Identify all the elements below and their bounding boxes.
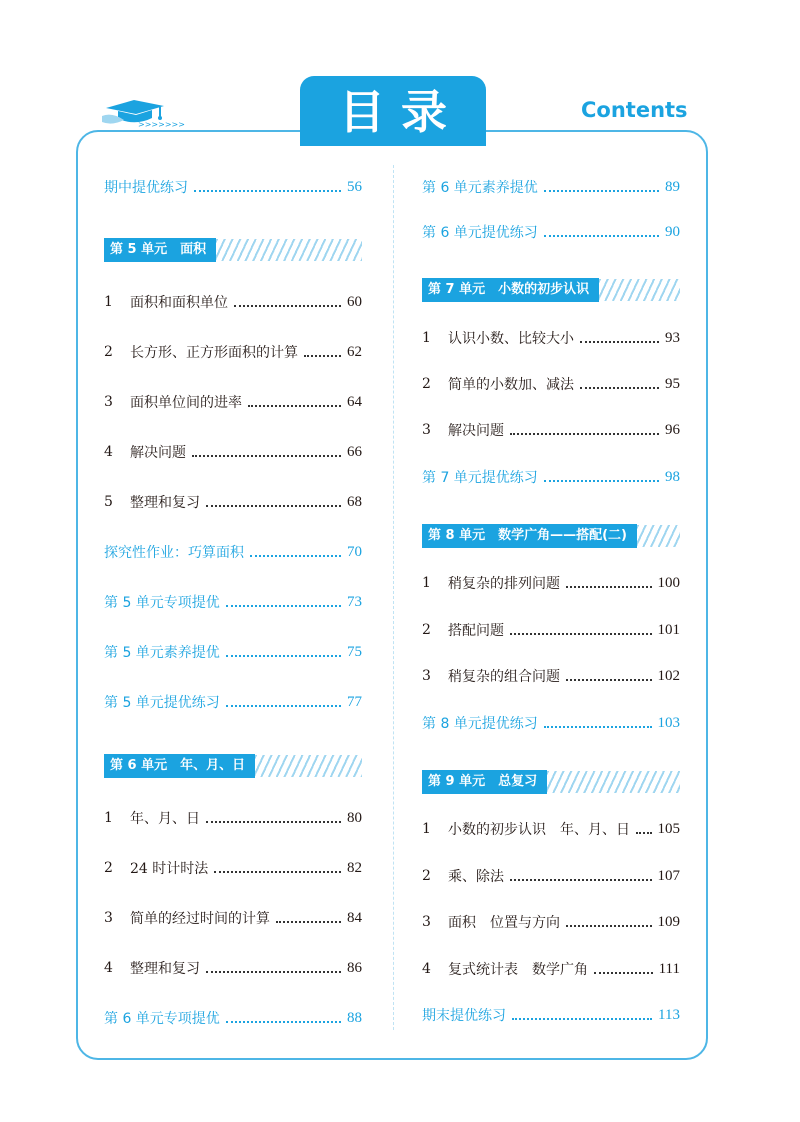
toc-lesson-entry[interactable] — [422, 864, 680, 888]
leader-dots — [226, 655, 341, 657]
entry-number: 1 — [422, 575, 431, 591]
entry-label: 稍复杂的组合问题 — [448, 669, 560, 685]
page-number: 109 — [657, 913, 680, 930]
toc-section-entry[interactable] — [422, 711, 680, 735]
toc-lesson-entry[interactable] — [104, 856, 362, 880]
toc-lesson-entry[interactable] — [104, 340, 362, 364]
entry-label: 第 6 单元素养提优 — [422, 180, 538, 196]
unit-stripes-decoration — [637, 525, 680, 547]
entry-number: 3 — [104, 910, 113, 926]
contents-label: Contents — [581, 98, 688, 122]
entry-number: 1 — [422, 821, 431, 837]
unit-title: 第 8 单元 数学广角——搭配(二) — [422, 524, 637, 548]
page-number: 100 — [657, 574, 680, 591]
leader-dots — [206, 821, 341, 823]
entry-label: 面积 位置与方向 — [448, 915, 560, 931]
toc-lesson-entry[interactable] — [422, 910, 680, 934]
leader-dots — [206, 505, 341, 507]
leader-dots — [544, 726, 652, 728]
leader-dots — [544, 480, 659, 482]
leader-dots — [226, 705, 341, 707]
entry-number: 4 — [104, 960, 113, 976]
entry-label: 面积和面积单位 — [130, 295, 228, 311]
page-number: 86 — [347, 959, 362, 976]
leader-dots — [566, 679, 652, 681]
leader-dots — [566, 925, 652, 927]
toc-lesson-entry[interactable] — [422, 372, 680, 396]
entry-number: 4 — [104, 444, 113, 460]
page-number: 95 — [665, 375, 680, 392]
page-number: 102 — [657, 667, 680, 684]
entry-number: 1 — [104, 294, 113, 310]
entry-label: 简单的经过时间的计算 — [130, 911, 270, 927]
entry-number: 2 — [104, 860, 113, 876]
page-number: 103 — [657, 714, 680, 731]
page-title: 目录 — [300, 76, 486, 146]
page-number: 88 — [347, 1009, 362, 1026]
page-number: 96 — [665, 421, 680, 438]
entry-label: 搭配问题 — [448, 623, 504, 639]
leader-dots — [510, 879, 652, 881]
entry-label: 面积单位间的进率 — [130, 395, 242, 411]
page-number: 77 — [347, 693, 362, 710]
entry-label: 稍复杂的排列问题 — [448, 576, 560, 592]
page-number: 111 — [658, 960, 680, 977]
entry-label: 第 5 单元提优练习 — [104, 695, 220, 711]
graduation-cap-icon — [98, 86, 188, 130]
leader-dots — [566, 586, 652, 588]
entry-number: 4 — [422, 961, 431, 977]
toc-section-entry[interactable] — [104, 175, 362, 199]
toc-section-entry[interactable] — [104, 640, 362, 664]
entry-label: 第 8 单元提优练习 — [422, 716, 538, 732]
entry-label: 第 6 单元专项提优 — [104, 1011, 220, 1027]
toc-section-entry[interactable] — [104, 540, 362, 564]
entry-number: 5 — [104, 494, 113, 510]
page-number: 113 — [658, 1006, 680, 1023]
entry-label: 期中提优练习 — [104, 180, 188, 196]
toc-lesson-entry[interactable] — [104, 956, 362, 980]
toc-section-entry[interactable] — [422, 1003, 680, 1027]
page-number: 93 — [665, 329, 680, 346]
page-number: 82 — [347, 859, 362, 876]
entry-label: 整理和复习 — [130, 961, 200, 977]
toc-section-entry[interactable] — [104, 690, 362, 714]
entry-label: 认识小数、比较大小 — [448, 331, 574, 347]
entry-number: 3 — [104, 394, 113, 410]
entry-label: 探究性作业：巧算面积 — [104, 545, 244, 561]
column-divider — [393, 165, 394, 1030]
leader-dots — [510, 433, 659, 435]
svg-text:>>>>>>>: >>>>>>> — [138, 120, 185, 129]
leader-dots — [580, 387, 659, 389]
leader-dots — [636, 832, 652, 834]
page-number: 73 — [347, 593, 362, 610]
unit-stripes-decoration — [255, 755, 362, 777]
leader-dots — [580, 341, 659, 343]
toc-lesson-entry[interactable] — [422, 571, 680, 595]
entry-number: 1 — [104, 810, 113, 826]
entry-number: 1 — [422, 330, 431, 346]
unit-header — [104, 238, 362, 262]
entry-number: 3 — [422, 914, 431, 930]
leader-dots — [194, 190, 341, 192]
unit-header — [422, 278, 680, 302]
leader-dots — [594, 972, 653, 974]
entry-label: 长方形、正方形面积的计算 — [130, 345, 298, 361]
entry-label: 第 7 单元提优练习 — [422, 470, 538, 486]
page-number: 90 — [665, 223, 680, 240]
entry-number: 3 — [422, 668, 431, 684]
unit-stripes-decoration — [547, 771, 680, 793]
entry-number: 2 — [422, 376, 431, 392]
unit-title: 第 9 单元 总复习 — [422, 770, 547, 794]
entry-number: 2 — [104, 344, 113, 360]
toc-lesson-entry[interactable] — [422, 326, 680, 350]
entry-label: 解决问题 — [130, 445, 186, 461]
toc-lesson-entry[interactable] — [422, 817, 680, 841]
unit-title: 第 5 单元 面积 — [104, 238, 216, 262]
leader-dots — [544, 235, 659, 237]
unit-stripes-decoration — [216, 239, 362, 261]
page-number: 80 — [347, 809, 362, 826]
toc-lesson-entry[interactable] — [104, 806, 362, 830]
entry-label: 解决问题 — [448, 423, 504, 439]
unit-header — [422, 524, 680, 548]
leader-dots — [248, 405, 341, 407]
page-number: 66 — [347, 443, 362, 460]
unit-title: 第 6 单元 年、月、日 — [104, 754, 255, 778]
leader-dots — [510, 633, 652, 635]
entry-label: 期末提优练习 — [422, 1008, 506, 1024]
toc-lesson-entry[interactable] — [422, 957, 680, 981]
page-number: 70 — [347, 543, 362, 560]
entry-label: 24 时计时法 — [130, 861, 209, 877]
leader-dots — [512, 1018, 652, 1020]
entry-label: 简单的小数加、减法 — [448, 377, 574, 393]
leader-dots — [226, 1021, 341, 1023]
toc-lesson-entry[interactable] — [104, 440, 362, 464]
toc-section-entry[interactable] — [104, 1006, 362, 1030]
page-number: 84 — [347, 909, 362, 926]
leader-dots — [250, 555, 341, 557]
unit-header — [104, 754, 362, 778]
toc-section-entry[interactable] — [422, 220, 680, 244]
page-number: 62 — [347, 343, 362, 360]
page-number: 75 — [347, 643, 362, 660]
page-number: 64 — [347, 393, 362, 410]
entry-label: 年、月、日 — [130, 811, 200, 827]
toc-lesson-entry[interactable] — [104, 290, 362, 314]
page-number: 105 — [657, 820, 680, 837]
entry-label: 复式统计表 数学广角 — [448, 962, 588, 978]
leader-dots — [192, 455, 341, 457]
entry-label: 乘、除法 — [448, 869, 504, 885]
entry-number: 3 — [422, 422, 431, 438]
entry-label: 整理和复习 — [130, 495, 200, 511]
toc-lesson-entry[interactable] — [422, 418, 680, 442]
entry-label: 第 5 单元素养提优 — [104, 645, 220, 661]
unit-header — [422, 770, 680, 794]
entry-label: 小数的初步认识 年、月、日 — [448, 822, 630, 838]
toc-lesson-entry[interactable] — [422, 618, 680, 642]
entry-label: 第 6 单元提优练习 — [422, 225, 538, 241]
unit-stripes-decoration — [599, 279, 680, 301]
entry-number: 2 — [422, 622, 431, 638]
page-number: 60 — [347, 293, 362, 310]
leader-dots — [206, 971, 341, 973]
toc-lesson-entry[interactable] — [104, 390, 362, 414]
toc-section-entry[interactable] — [104, 590, 362, 614]
page-number: 68 — [347, 493, 362, 510]
leader-dots — [226, 605, 341, 607]
toc-lesson-entry[interactable] — [104, 906, 362, 930]
leader-dots — [304, 355, 341, 357]
leader-dots — [234, 305, 341, 307]
page-number: 107 — [657, 867, 680, 884]
unit-title: 第 7 单元 小数的初步认识 — [422, 278, 599, 302]
toc-lesson-entry[interactable] — [104, 490, 362, 514]
page-number: 101 — [657, 621, 680, 638]
toc-section-entry[interactable] — [422, 175, 680, 199]
leader-dots — [214, 871, 341, 873]
toc-lesson-entry[interactable] — [422, 664, 680, 688]
toc-section-entry[interactable] — [422, 465, 680, 489]
leader-dots — [276, 921, 341, 923]
page-number: 89 — [665, 178, 680, 195]
page-number: 98 — [665, 468, 680, 485]
entry-label: 第 5 单元专项提优 — [104, 595, 220, 611]
entry-number: 2 — [422, 868, 431, 884]
page-number: 56 — [347, 178, 362, 195]
leader-dots — [544, 190, 659, 192]
